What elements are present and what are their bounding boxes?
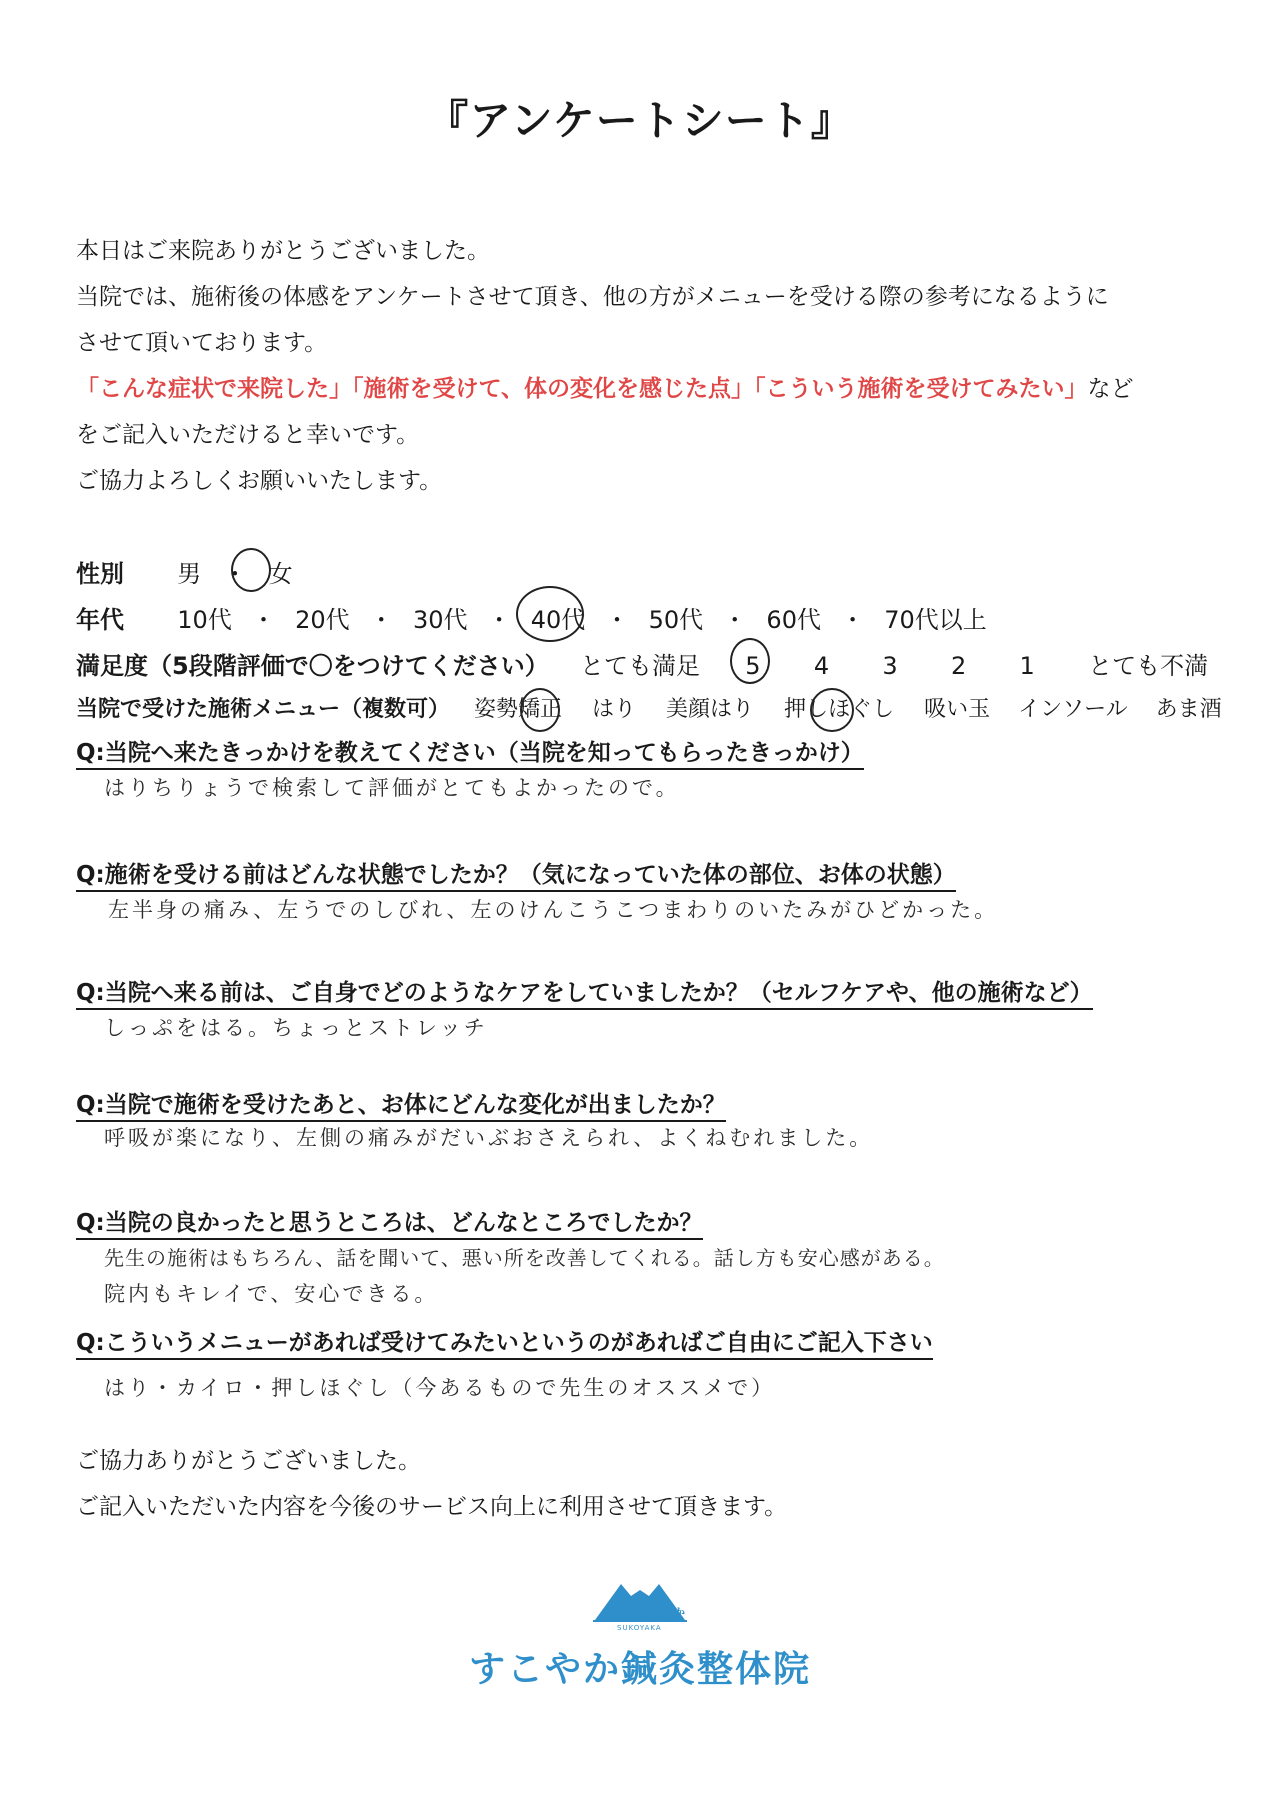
menu-option[interactable]: インソール (1018, 697, 1128, 722)
handwritten-answer: しっぷをはる。ちょっとストレッチ (104, 1016, 488, 1040)
handwritten-answer: はりちりょうで検索して評価がとてもよかったので。 (104, 776, 680, 800)
separator: ・ (840, 606, 865, 634)
menu-option[interactable]: 美顔はり (666, 697, 755, 722)
satisfaction-option-1[interactable]: 1 (1019, 652, 1035, 680)
separator: ・ (604, 606, 629, 634)
closing-line: ご協力ありがとうございました。 (76, 1448, 421, 1474)
question-heading: Q:当院で施術を受けたあと、お体にどんな変化が出ましたか？ (76, 1086, 726, 1122)
satisfaction-option-4[interactable]: 4 (813, 652, 830, 680)
selection-circle (730, 638, 770, 684)
menu-option[interactable]: はり (592, 697, 637, 722)
intro-line: させて頂いております。 (76, 330, 328, 356)
satisfaction-option-5[interactable]: 5 (745, 652, 761, 680)
gender-option-female[interactable]: 女 (268, 560, 293, 588)
menu-option[interactable]: あま酒 (1155, 697, 1222, 722)
handwritten-answer: 先生の施術はもちろん、話を聞いて、悪い所を改善してくれる。話し方も安心感がある。 (104, 1246, 945, 1270)
menu-option[interactable]: 姿勢矯正 (474, 697, 563, 722)
separator: ・ (369, 606, 394, 634)
intro-line: ご協力よろしくお願いいたします。 (76, 468, 443, 494)
separator: ・ (251, 606, 276, 634)
question-heading: Q:当院へ来る前は、ご自身でどのようなケアをしていましたか？（セルフケアや、他の施術など） (76, 974, 1093, 1010)
logo-badge-sub: SUKOYAKA (617, 1624, 662, 1632)
selection-circle (810, 688, 854, 732)
intro-highlight-line (76, 376, 1216, 404)
age-label: 年代 (76, 606, 124, 634)
question-heading: Q:施術を受ける前はどんな状態でしたか？（気になっていた体の部位、お体の状態） (76, 856, 956, 892)
question-heading: Q:当院へ来たきっかけを教えてください（当院を知ってもらったきっかけ） (76, 734, 864, 770)
satisfaction-option-3[interactable]: 3 (882, 652, 898, 680)
menu-label: 当院で受けた施術メニュー（複数可） (76, 697, 451, 722)
satisfaction-option-2[interactable]: 2 (950, 652, 967, 680)
intro-line: 本日はご来院ありがとうございました。 (76, 238, 490, 264)
separator: ・ (487, 606, 512, 634)
handwritten-answer: 左半身の痛み、左うでのしびれ、左のけんこうこつまわりのいたみがひどかった。 (108, 898, 999, 922)
selection-circle (520, 688, 560, 732)
menu-row (76, 692, 1222, 723)
satisfaction-label: 満足度（5段階評価で〇をつけてください） (76, 652, 549, 680)
age-option[interactable]: 70代以上 (884, 606, 987, 634)
logo-badge-text: すこやか (641, 1606, 685, 1619)
age-option[interactable]: 10代 (177, 606, 232, 634)
separator: ・ (222, 560, 247, 588)
intro-line: をご記入いただけると幸いです。 (76, 422, 420, 448)
selection-circle (516, 586, 584, 642)
question-heading: Q:当院の良かったと思うところは、どんなところでしたか？ (76, 1204, 703, 1240)
separator: ・ (722, 606, 747, 634)
age-option[interactable]: 30代 (412, 606, 468, 634)
satisfaction-row (76, 646, 1208, 681)
page-title: 『アンケートシート』 (426, 96, 854, 145)
clinic-name: すこやか鍼灸整体院 (468, 1649, 811, 1690)
clinic-logo-mark (591, 1576, 689, 1636)
gender-label: 性別 (76, 560, 124, 588)
age-option[interactable]: 50代 (648, 606, 704, 634)
satisfaction-high-label: とても満足 (579, 652, 700, 680)
age-option[interactable]: 60代 (766, 606, 821, 634)
gender-option-male[interactable]: 男 (177, 560, 202, 588)
handwritten-answer: 院内もキレイで、安心できる。 (104, 1282, 439, 1306)
menu-option[interactable]: 吸い玉 (924, 697, 991, 722)
age-option[interactable]: 20代 (295, 606, 350, 634)
satisfaction-low-label: とても不満 (1088, 652, 1209, 680)
intro-highlight: 「こんな症状で来院した」「施術を受けて、体の変化を感じた点」「こういう施術を受けてみたい」 (76, 376, 1088, 402)
intro-line: 当院では、施術後の体感をアンケートさせて頂き、他の方がメニューを受ける際の参考になるように (76, 284, 1109, 310)
selection-circle (231, 548, 271, 592)
handwritten-answer: 呼吸が楽になり、左側の痛みがだいぶおさえられ、よくねむれました。 (104, 1126, 874, 1150)
menu-option[interactable]: 押しほぐし (784, 697, 895, 722)
closing-line: ご記入いただいた内容を今後のサービス向上に利用させて頂きます。 (76, 1494, 788, 1520)
intro-highlight-suffix: など (1087, 376, 1134, 402)
age-option-selected[interactable]: 40代 (530, 606, 586, 634)
question-heading: Q:こういうメニューがあれば受けてみたいというのがあればご自由にご記入下さい (76, 1324, 933, 1360)
handwritten-answer: はり・カイロ・押しほぐし（今あるもので先生のオススメで） (104, 1376, 776, 1400)
